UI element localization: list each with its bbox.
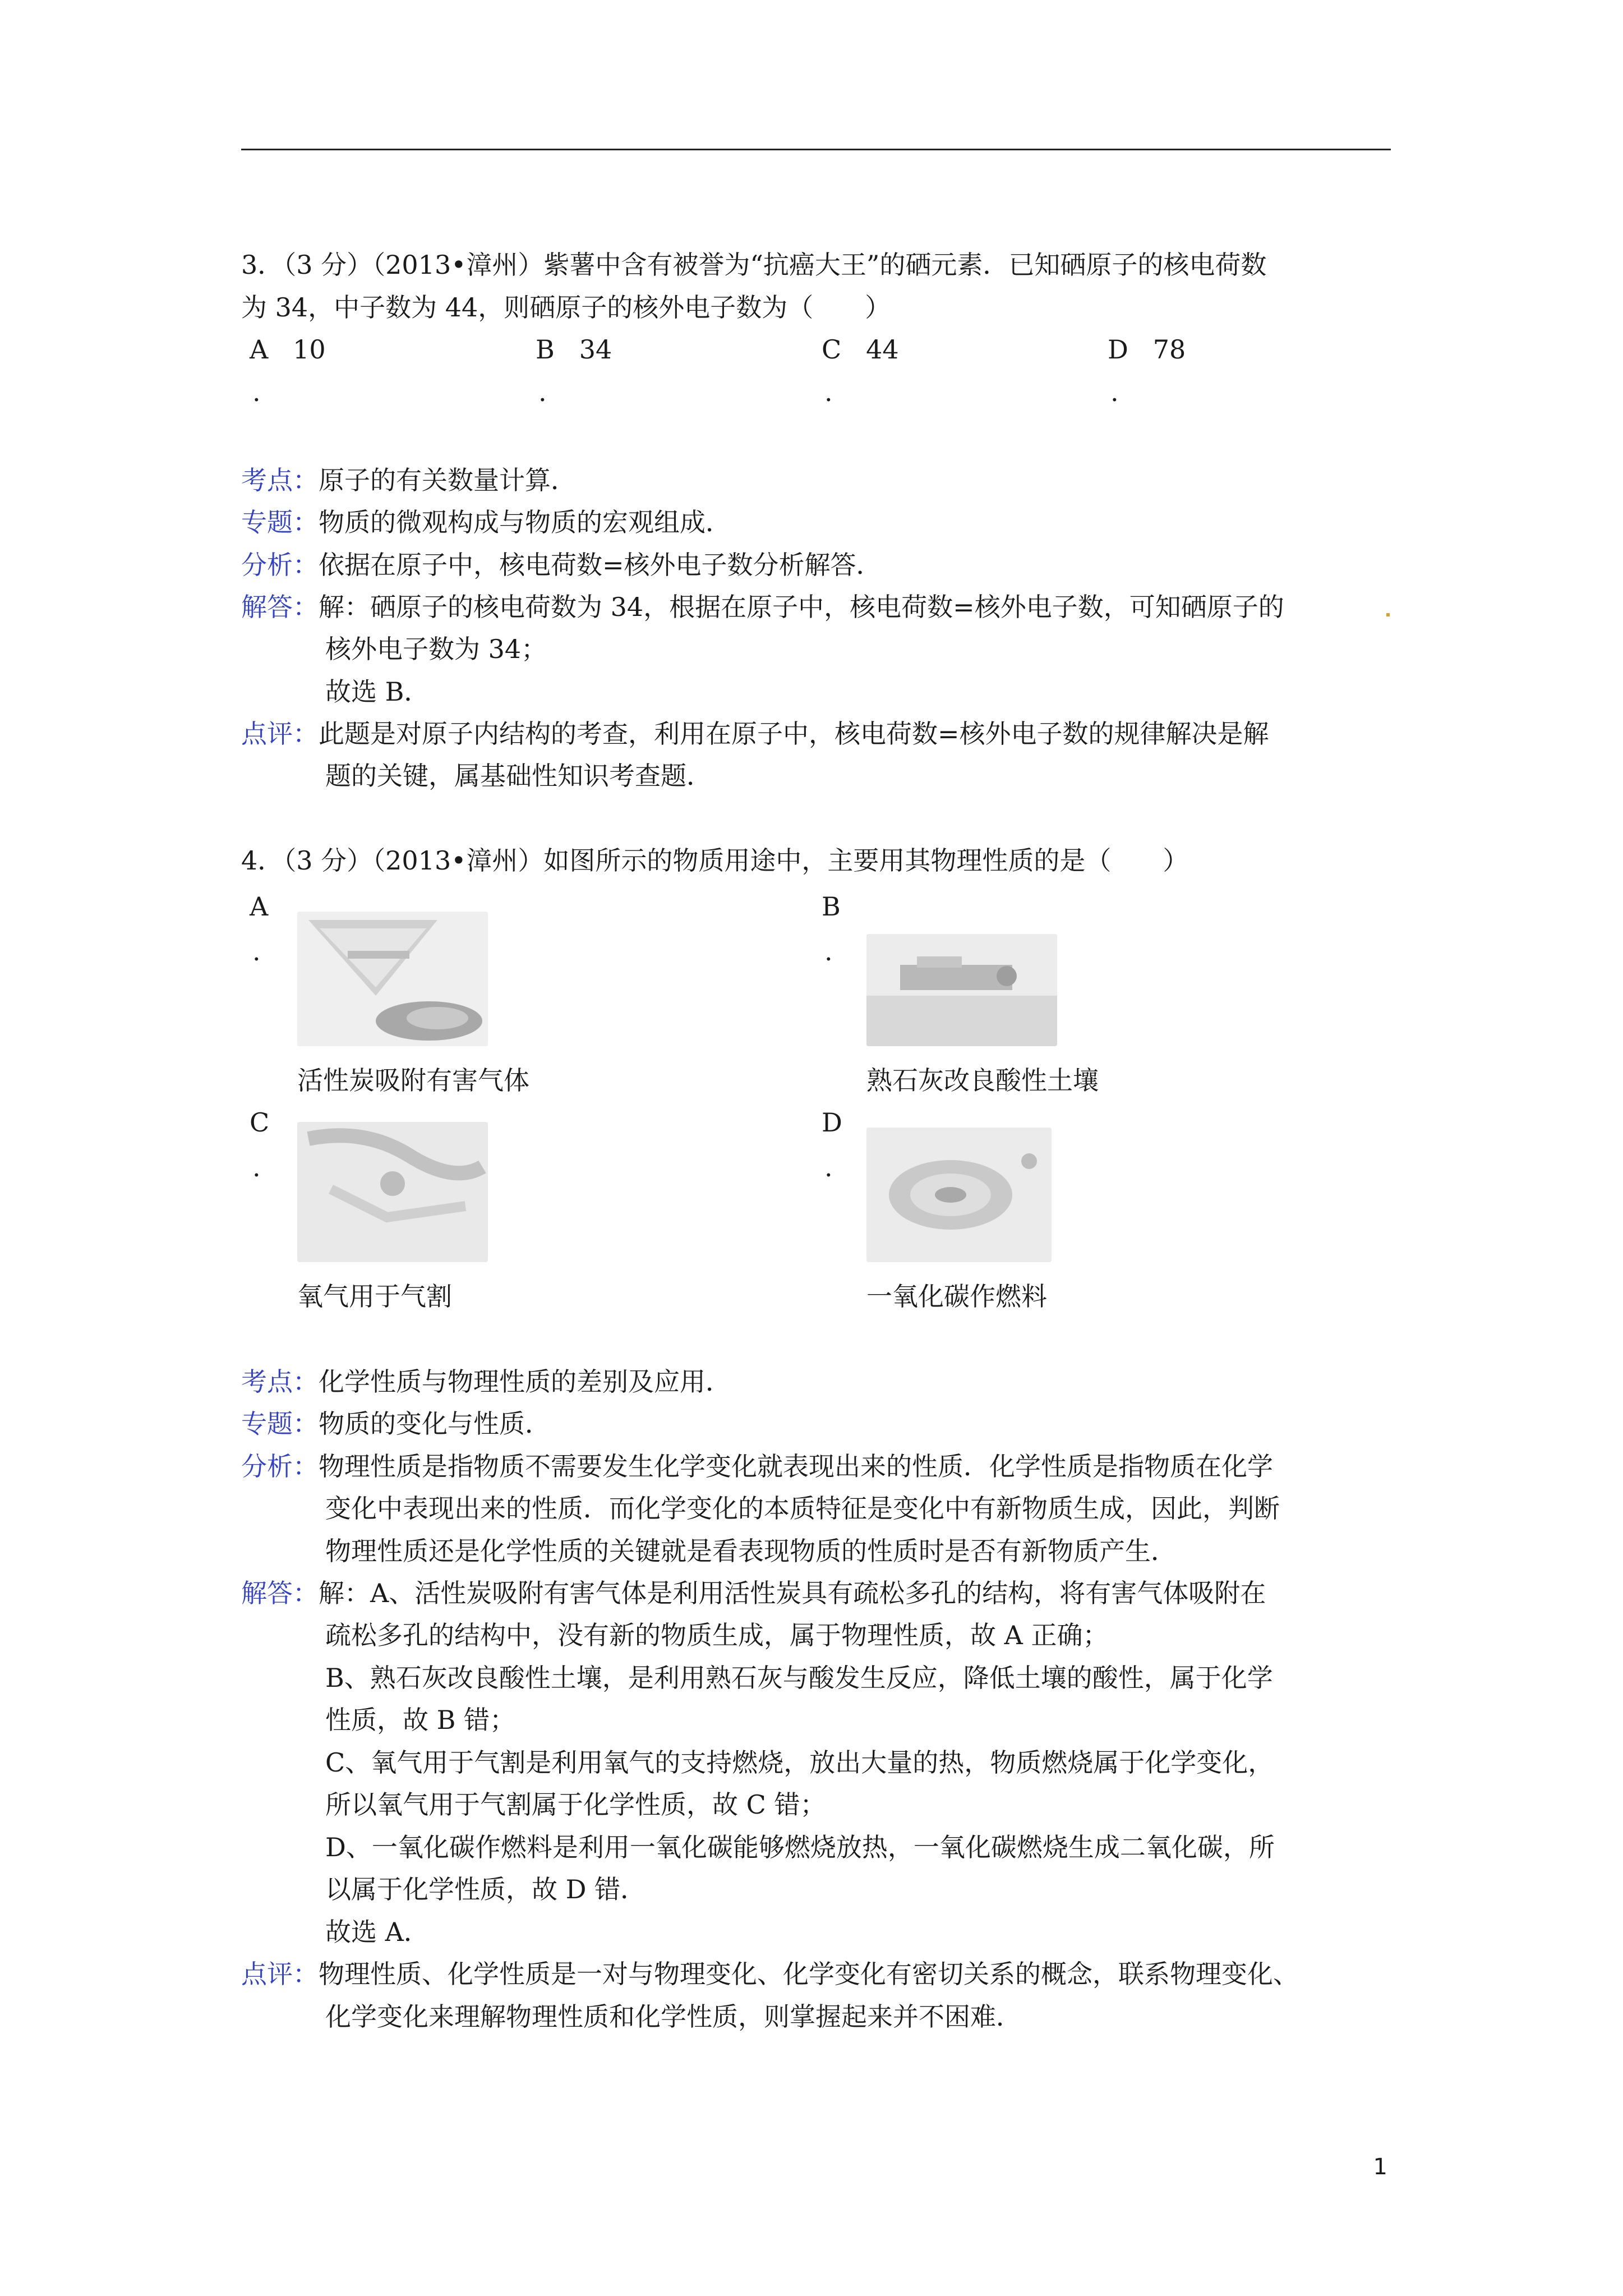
- q4-fenxi-line2: 变化中表现出来的性质．而化学变化的本质特征是变化中有新物质生成，因此，判断: [325, 1493, 1280, 1524]
- q3-option-d: D 78: [1108, 334, 1186, 365]
- q3-option-a: A 10: [250, 334, 326, 365]
- q3-option-a-dot: .: [252, 377, 261, 407]
- q3-stem-line2: 为 34，中子数为 44，则硒原子的核外电子数为（ ）: [241, 292, 891, 323]
- oxygen-cutting-image: [297, 1122, 488, 1262]
- q4-jieda-line1: 解答：解：A、活性炭吸附有害气体是利用活性炭具有疏松多孔的结构，将有害气体吸附在: [241, 1578, 1266, 1608]
- q4-option-a-caption: 活性炭吸附有害气体: [297, 1065, 529, 1096]
- header-rule: [241, 149, 1391, 150]
- q3-option-c-dot: .: [824, 377, 833, 407]
- q4-stem: 4．（3 分）（2013•漳州）如图所示的物质用途中，主要用其物理性质的是（ ）: [241, 845, 1189, 876]
- q4-kaodian: 考点：化学性质与物理性质的差别及应用．: [241, 1366, 731, 1397]
- q3-stem-line1: 3．（3 分）（2013•漳州）紫薯中含有被誉为“抗癌大王”的硒元素．已知硒原子的核电荷数: [241, 250, 1267, 280]
- q3-jieda-line3: 故选 B．: [325, 677, 430, 707]
- q3-option-b: B 34: [536, 334, 612, 365]
- q4-jieda-line5: C、氧气用于气割是利用氧气的支持燃烧，放出大量的热，物质燃烧属于化学变化，: [325, 1747, 1274, 1778]
- q4-dianping-line2: 化学变化来理解物理性质和化学性质，则掌握起来并不困难．: [325, 2001, 1022, 2032]
- q4-zhuanti: 专题：物质的变化与性质．: [241, 1409, 551, 1439]
- slaked-lime-illustration: [866, 934, 1057, 1046]
- q4-jieda-line2: 疏松多孔的结构中，没有新的物质生成，属于物理性质，故 A 正确；: [325, 1620, 1109, 1650]
- carbon-monoxide-image: [866, 1128, 1052, 1262]
- activated-carbon-illustration: [297, 912, 488, 1046]
- q4-option-d-dot: .: [824, 1152, 833, 1182]
- q4-fenxi-line1: 分析：物理性质是指物质不需要发生化学变化就表现出来的性质．化学性质是指物质在化学: [241, 1451, 1273, 1481]
- activated-carbon-image: [297, 912, 488, 1046]
- q4-option-c-caption: 氧气用于气割: [297, 1281, 452, 1312]
- q4-jieda-line4: 性质，故 B 错；: [325, 1705, 516, 1735]
- q4-option-b-caption: 熟石灰改良酸性土壤: [866, 1065, 1099, 1096]
- q4-option-a-dot: .: [252, 936, 261, 967]
- q4-jieda-line3: B、熟石灰改良酸性土壤，是利用熟石灰与酸发生反应，降低土壤的酸性，属于化学: [325, 1663, 1273, 1693]
- q3-dianping-line1: 点评：此题是对原子内结构的考查，利用在原子中，核电荷数=核外电子数的规律解决是解: [241, 719, 1269, 749]
- q4-option-c-letter: C: [250, 1107, 270, 1138]
- q4-option-b-letter: B: [822, 891, 841, 922]
- q4-dianping-line1: 点评：物理性质、化学性质是一对与物理变化、化学变化有密切关系的概念，联系物理变化、: [241, 1959, 1299, 1989]
- q4-fenxi-line3: 物理性质还是化学性质的关键就是看表现物质的性质时是否有新物质产生．: [325, 1536, 1177, 1566]
- oxygen-cutting-illustration: [297, 1122, 488, 1262]
- page-number: 1: [1373, 2154, 1387, 2180]
- q4-option-b-dot: .: [824, 936, 833, 967]
- q3-dianping-line2: 题的关键，属基础性知识考查题．: [325, 761, 712, 791]
- q3-option-b-dot: .: [538, 377, 547, 407]
- q4-option-d-letter: D: [822, 1107, 842, 1138]
- q4-jieda-line7: D、一氧化碳作燃料是利用一氧化碳能够燃烧放热，一氧化碳燃烧生成二氧化碳，所: [325, 1832, 1275, 1862]
- q3-fenxi: 分析：依据在原子中，核电荷数=核外电子数分析解答．: [241, 550, 882, 580]
- q4-option-d-caption: 一氧化碳作燃料: [866, 1281, 1047, 1312]
- q3-option-d-dot: .: [1110, 377, 1119, 407]
- q3-kaodian: 考点：原子的有关数量计算．: [241, 465, 577, 495]
- q3-jieda-line2: 核外电子数为 34；: [325, 634, 547, 664]
- scan-mark: [1386, 613, 1390, 616]
- gas-burner-illustration: [866, 1128, 1052, 1262]
- q4-jieda-line8: 以属于化学性质，故 D 错．: [325, 1874, 647, 1904]
- q3-zhuanti: 专题：物质的微观构成与物质的宏观组成．: [241, 507, 731, 537]
- q3-option-c: C 44: [822, 334, 899, 365]
- q4-jieda-line6: 所以氧气用于气割属于化学性质，故 C 错；: [325, 1789, 826, 1820]
- q4-option-c-dot: .: [252, 1152, 261, 1182]
- q3-jieda-line1: 解答：解：硒原子的核电荷数为 34，根据在原子中，核电荷数=核外电子数，可知硒原子的: [241, 592, 1284, 622]
- slaked-lime-image: [866, 934, 1057, 1046]
- q4-option-a-letter: A: [250, 891, 269, 922]
- q4-jieda-line9: 故选 A．: [325, 1917, 430, 1947]
